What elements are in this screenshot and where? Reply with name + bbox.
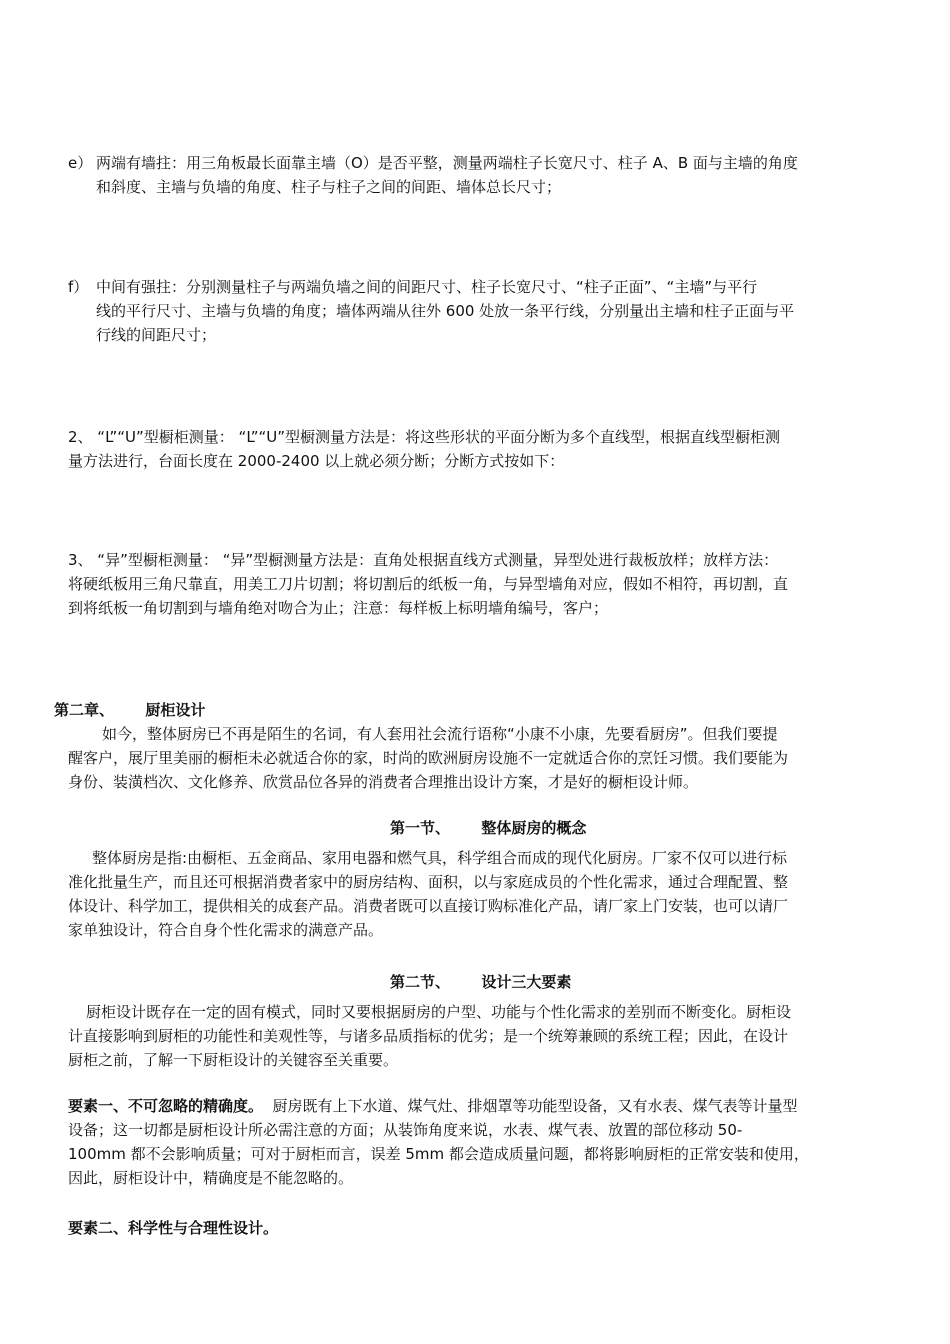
section-1-line: 整体厨房是指:由橱柜、五金商品、家用电器和燃气具，科学组合而成的现代化厨房。厂家不仅可以进行标 [92,849,788,867]
element-2-label: 要素二、科学性与合理性设计。 [68,1219,279,1237]
element-1-first-text: 厨房既有上下水道、煤气灶、排烟罩等功能型设备，又有水表、煤气表等计量型 [263,1097,798,1115]
section-1-line: 家单独设计，符合自身个性化需求的满意产品。 [68,921,384,939]
chapter-intro [68,722,788,794]
section-1-title: 第一节、 整体厨房的概念 [390,819,587,837]
intro-line: 身份、装潢档次、文化修养、欣赏品位各异的消费者合理推出设计方案，才是好的橱柜设计师。 [68,773,699,791]
section-2-body [68,1000,791,1072]
lu-cabinet-measurement [68,425,780,473]
irregular-line: 3、 “异”型橱柜测量： “异”型橱测量方法是：直角处根据直线方式测量，异型处进行裁板放样；放样方法： [68,551,779,569]
section-1-line: 准化批量生产，而且还可根据消费者家中的厨房结构、面积，以与家庭成员的个性化需求，通过合理配置、整 [68,873,789,891]
item-f-line: 线的平行尺寸、主墙与负墙的角度；墙体两端从往外 600 处放一条平行线，分别量出主墙和柱子正面与平 [96,302,795,320]
element-1 [68,1094,809,1190]
chapter-title: 第二章、 厨柜设计 [54,701,206,719]
item-f-marker: f） [68,278,89,296]
item-f [68,275,888,347]
item-e [68,151,888,199]
irregular-line: 将硬纸板用三角尺靠直，用美工刀片切割；将切割后的纸板一角，与异型墙角对应，假如不相符，再切割，直 [68,575,789,593]
item-e-line: 两端有墙拄：用三角板最长面靠主墙（O）是否平整，测量两端柱子长宽尺寸、柱子 A、B 面与主墙的角度 [96,154,798,172]
section-2-title: 第二节、 设计三大要素 [390,973,572,991]
element-1-label: 要素一、不可忽略的精确度。 [68,1097,264,1115]
intro-line: 如今，整体厨房已不再是陌生的名词，有人套用社会流行语称“小康不小康，先要看厨房”。但我们要提 [102,725,778,743]
section-1-body [68,846,788,942]
irregular-line: 到将纸板一角切割到与墙角绝对吻合为止；注意：每样板上标明墙角编号，客户； [68,599,609,617]
section-2-line: 计直接影响到厨柜的功能性和美观性等，与诸多品质指标的优劣；是一个统筹兼顾的系统工程；因此，在设计 [68,1027,789,1045]
item-f-line: 中间有强拄：分别测量柱子与两端负墙之间的间距尺寸、柱子长宽尺寸、“柱子正面”、“主墙”与平行 [96,278,758,296]
item-e-marker: e） [68,154,93,172]
irregular-cabinet-measurement [68,548,788,620]
element-1-first-line [68,1094,809,1118]
element-1-line: 因此，厨柜设计中，精确度是不能忽略的。 [68,1169,354,1187]
lu-line: 量方法进行，台面长度在 2000-2400 以上就必须分断；分断方式按如下： [68,452,565,470]
item-e-line: 和斜度、主墙与负墙的角度、柱子与柱子之间的间距、墙体总长尺寸； [96,178,562,196]
element-1-line: 100mm 都不会影响质量；可对于厨柜而言，误差 5mm 都会造成质量问题，都将影响厨柜的正常安装和使用， [68,1145,809,1163]
element-1-line: 设备；这一切都是厨柜设计所必需注意的方面；从装饰角度来说，水表、煤气表、放置的部位移动 50- [68,1121,743,1139]
section-2-line: 厨柜之前，了解一下厨柜设计的关键容至关重要。 [68,1051,399,1069]
section-1-line: 体设计、科学加工，提供相关的成套产品。消费者既可以直接订购标准化产品，请厂家上门安装，也可以请厂 [68,897,789,915]
item-f-line: 行线的间距尺寸； [96,326,217,344]
lu-line: 2、 “L”“U”型橱柜测量： “L”“U”型橱测量方法是：将这些形状的平面分断为多个直线型，根据直线型橱柜测 [68,428,781,446]
section-2-line: 厨柜设计既存在一定的固有模式，同时又要根据厨房的户型、功能与个性化需求的差别而不断变化。厨柜设 [86,1003,792,1021]
intro-line: 醒客户，展厅里美丽的橱柜未必就适合你的家，时尚的欧洲厨房设施不一定就适合你的烹饪习惯。我们要能为 [68,749,789,767]
